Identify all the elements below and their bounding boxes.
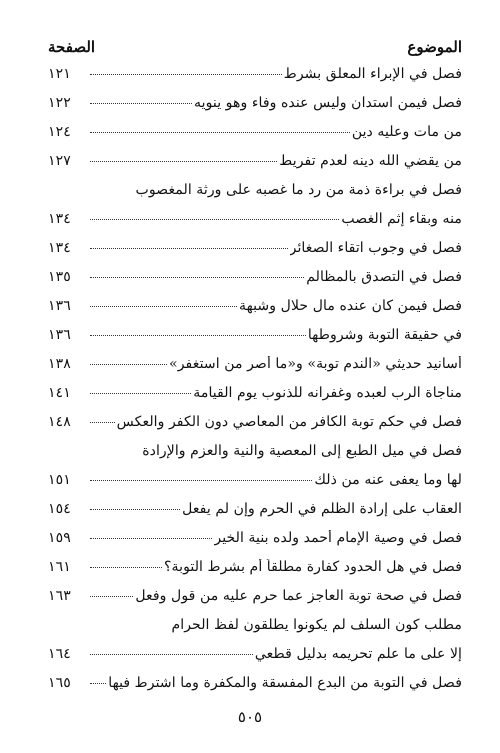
dot-leader	[90, 422, 115, 423]
entry-page-number: ١٣٦	[48, 298, 71, 314]
entry-title: فصل فيمن كان عنده مال حلال وشبهة	[238, 298, 462, 314]
entry-title: فصل في الإبراء المعلق بشرط	[283, 66, 462, 82]
entry-title: فصل في وصية الإمام أحمد ولده بنية الخير	[214, 530, 462, 546]
entry-title: فصل في التوبة من البدع المفسقة والمكفرة وما اشترط فيها	[108, 675, 462, 691]
entry-title: العقاب على إرادة الظلم في الحرم وإن لم يفعل	[182, 501, 462, 517]
entry-title: من مات وعليه دين	[351, 124, 462, 140]
toc-entry	[48, 472, 462, 501]
dot-leader	[90, 161, 277, 162]
entry-page-number: ١٤١	[48, 385, 71, 401]
toc-entry	[48, 414, 462, 443]
toc-entry	[48, 298, 462, 327]
toc-entry	[48, 327, 462, 356]
dot-leader	[90, 567, 162, 568]
entry-title: فصل في صحة توبة العاجز عما حرم عليه من قول وفعل	[135, 588, 462, 604]
dot-leader	[90, 538, 212, 539]
entry-title: فصل فيمن استدان وليس عنده وفاء وهو ينويه	[194, 95, 462, 111]
toc-entry	[48, 646, 462, 675]
entry-title: لها وما يعفى عنه من ذلك	[314, 472, 462, 488]
dot-leader	[90, 335, 306, 336]
dot-leader	[90, 306, 237, 307]
entry-page-number: ١٣٤	[48, 240, 71, 256]
toc-entry	[48, 501, 462, 530]
entry-title: إلا على ما علم تحريمه بدليل قطعي	[254, 646, 462, 662]
dot-leader	[90, 219, 339, 220]
entry-page-number: ١٢٧	[48, 153, 71, 169]
entry-page-number: ١٦١	[48, 559, 71, 575]
dot-leader	[90, 74, 282, 75]
page-number: ٥٠٥	[237, 708, 263, 726]
toc-entry	[48, 95, 462, 124]
entry-page-number: ١٦٣	[48, 588, 71, 604]
entry-page-number: ١٥٩	[48, 530, 71, 546]
entry-page-number: ١٦٤	[48, 646, 71, 662]
entry-page-number: ١٥٤	[48, 501, 71, 517]
dot-leader	[90, 132, 350, 133]
entry-title: فصل في براءة ذمة من رد ما غصبه على ورثة المغصوب	[135, 182, 462, 198]
toc-entry	[48, 269, 462, 298]
toc-list	[48, 66, 462, 704]
entry-title: فصل في التصدق بالمظالم	[306, 269, 462, 285]
entry-page-number: ١٣٨	[48, 356, 71, 372]
toc-header	[48, 38, 462, 66]
entry-title: فصل في هل الحدود كفارة مطلقاً أم بشرط التوبة؟	[164, 559, 462, 575]
toc-entry	[48, 385, 462, 414]
toc-entry	[48, 530, 462, 559]
entry-page-number: ١٥١	[48, 472, 71, 488]
entry-title: في حقيقة التوبة وشروطها	[307, 327, 462, 343]
dot-leader	[90, 596, 133, 597]
dot-leader	[90, 480, 312, 481]
toc-entry	[48, 675, 462, 704]
toc-entry	[48, 240, 462, 269]
dot-leader	[90, 103, 192, 104]
entry-page-number: ١٣٤	[48, 211, 71, 227]
toc-entry	[48, 588, 462, 617]
entry-page-number: ١٦٥	[48, 675, 71, 691]
entry-page-number: ١٤٨	[48, 414, 71, 430]
page-heading: الصفحة	[48, 38, 96, 56]
entry-title: مناجاة الرب لعبده وغفرانه للذنوب يوم القيامة	[193, 385, 462, 401]
dot-leader	[90, 654, 253, 655]
entry-title: منه وبقاء إثم الغصب	[341, 211, 462, 227]
entry-title: فصل في حكم توبة الكافر من المعاصي دون الكفر والعكس	[116, 414, 462, 430]
dot-leader	[90, 509, 180, 510]
dot-leader	[90, 277, 304, 278]
toc-entry	[48, 124, 462, 153]
toc-entry	[48, 211, 462, 240]
topic-heading: الموضوع	[407, 38, 462, 56]
entry-page-number: ١٣٥	[48, 269, 71, 285]
entry-title: من يقضي الله دينه لعدم تفريط	[279, 153, 462, 169]
toc-entry	[48, 66, 462, 95]
toc-entry	[48, 559, 462, 588]
dot-leader	[90, 364, 167, 365]
dot-leader	[90, 683, 106, 684]
entry-page-number: ١٣٦	[48, 327, 71, 343]
entry-page-number: ١٢٢	[48, 95, 71, 111]
toc-entry	[48, 182, 462, 211]
toc-entry	[48, 356, 462, 385]
entry-page-number: ١٢٤	[48, 124, 71, 140]
entry-title: مطلب كون السلف لم يكونوا يطلقون لفظ الحرام	[171, 617, 462, 633]
entry-title: فصل في وجوب اتقاء الصغائر	[289, 240, 462, 256]
entry-page-number: ١٢١	[48, 66, 71, 82]
dot-leader	[90, 393, 191, 394]
toc-entry	[48, 617, 462, 646]
dot-leader	[90, 248, 288, 249]
entry-title: فصل في ميل الطبع إلى المعصية والنية والعزم والإرادة	[142, 443, 462, 459]
entry-title: أسانيد حديثي «الندم توبة» و«ما أصر من استغفر»	[169, 356, 462, 372]
toc-entry	[48, 443, 462, 472]
toc-entry	[48, 153, 462, 182]
